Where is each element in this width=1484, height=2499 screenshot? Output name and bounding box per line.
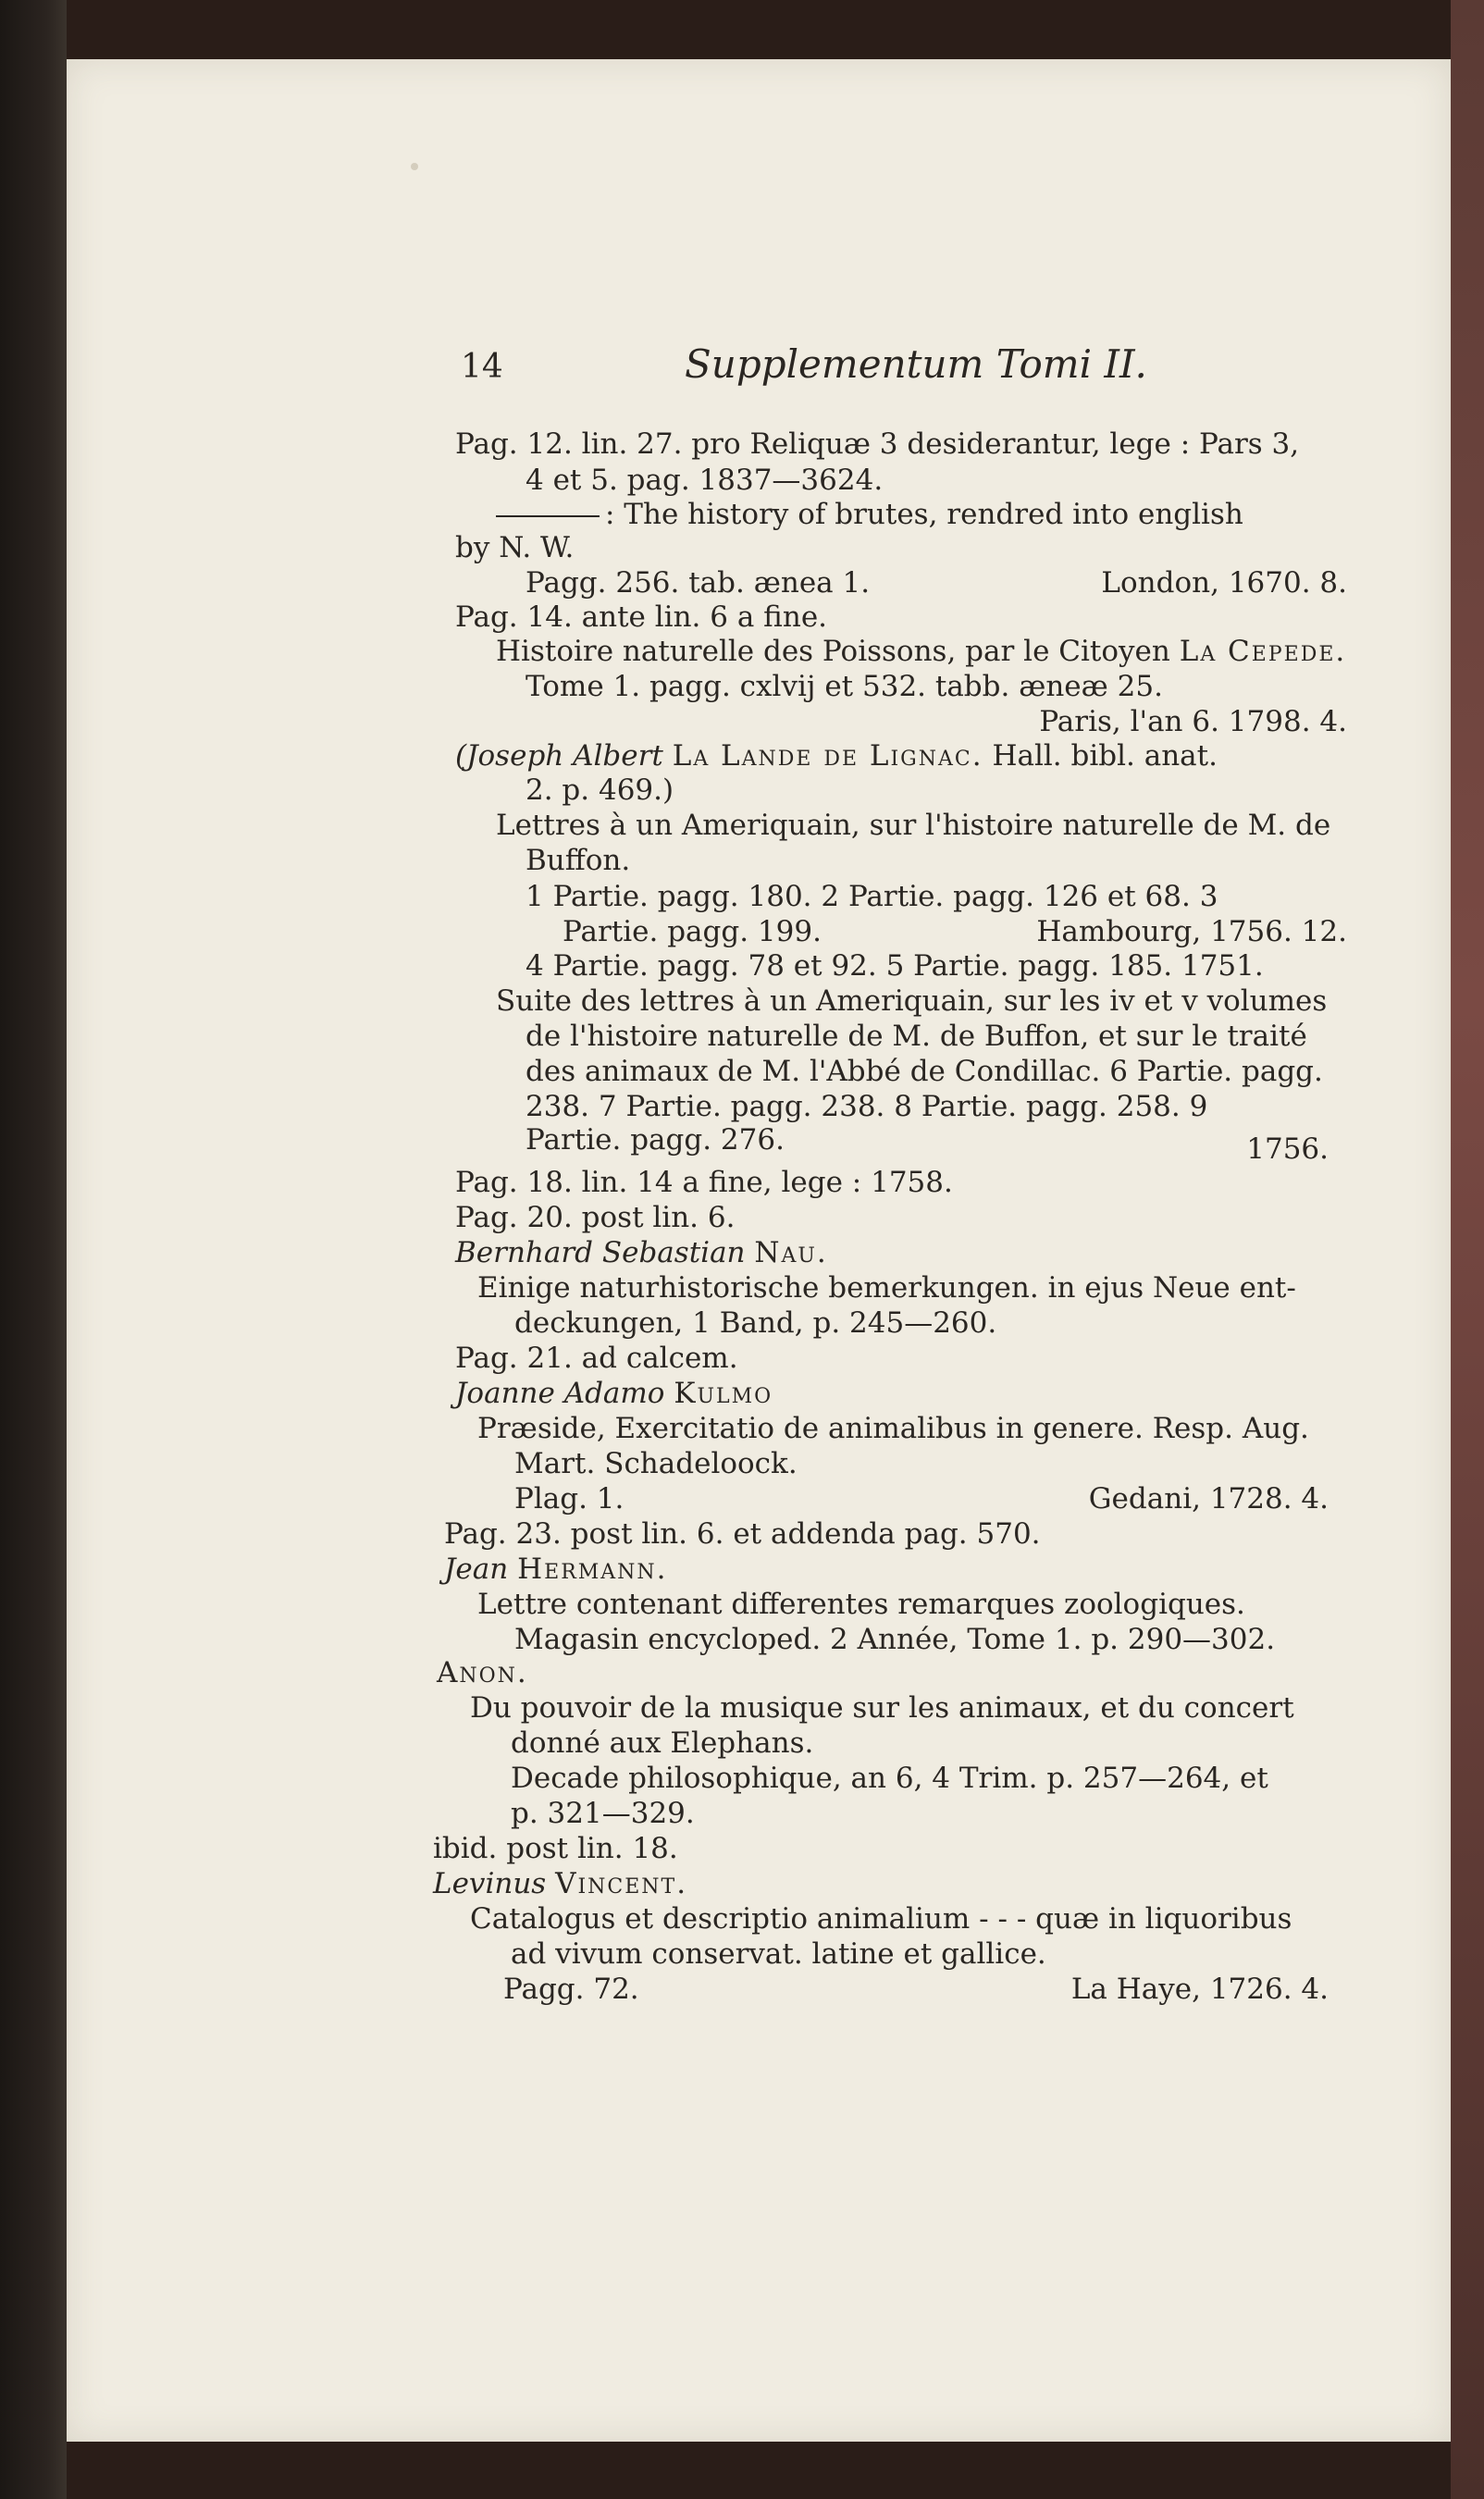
text-line: La Haye, 1726. 4.: [1070, 1973, 1329, 2006]
text-line: Gedani, 1728. 4.: [1088, 1482, 1329, 1515]
book-spine-left: [0, 0, 67, 2499]
text-line: Einige naturhistorische bemerkungen. in ejus Neue ent-: [477, 1271, 1296, 1305]
book-page: [67, 59, 1451, 2442]
text-line: 1 Partie. pagg. 180. 2 Partie. pagg. 126 et 68. 3: [526, 880, 1218, 913]
text-line: Levinus Vincent.: [433, 1867, 688, 1900]
text-line: Catalogus et descriptio animalium - - - quæ in liquoribus: [470, 1902, 1292, 1936]
running-title: Supplementum Tomi II.: [685, 341, 1147, 387]
text-line: Bernhard Sebastian Nau.: [455, 1236, 828, 1269]
text-line: ad vivum conservat. latine et gallice.: [511, 1937, 1046, 1971]
page-number: 14: [461, 348, 503, 386]
text-line: des animaux de M. l'Abbé de Condillac. 6 Partie. pagg.: [526, 1055, 1323, 1088]
text-line: Pag. 12. lin. 27. pro Reliquæ 3 desiderantur, lege : Pars 3,: [455, 427, 1300, 461]
text-line: Paris, l'an 6. 1798. 4.: [1039, 705, 1347, 738]
text-line: Du pouvoir de la musique sur les animaux, et du concert: [470, 1691, 1294, 1725]
text-line: : The history of brutes, rendred into english: [496, 498, 1243, 531]
text-line: Histoire naturelle des Poissons, par le Citoyen La Cepede.: [496, 635, 1347, 668]
book-cover-edge-right: [1451, 0, 1484, 2499]
text-line: Magasin encycloped. 2 Année, Tome 1. p. 290—302.: [514, 1623, 1276, 1656]
text-line: Hambourg, 1756. 12.: [1036, 915, 1347, 948]
text-line: Plag. 1.: [514, 1482, 625, 1515]
text-line: Pagg. 256. tab. ænea 1.: [526, 566, 871, 600]
text-line: Lettre contenant differentes remarques zoologiques.: [477, 1588, 1245, 1621]
text-line: (Joseph Albert La Lande de Lignac. Hall. bibl. anat.: [455, 739, 1218, 773]
text-line: Pag. 23. post lin. 6. et addenda pag. 570.: [444, 1517, 1041, 1551]
text-line: deckungen, 1 Band, p. 245—260.: [514, 1306, 997, 1340]
text-line: ibid. post lin. 18.: [433, 1832, 678, 1865]
text-line: London, 1670. 8.: [1101, 566, 1347, 600]
text-line: 4 Partie. pagg. 78 et 92. 5 Partie. pagg. 185. 1751.: [526, 949, 1264, 983]
text-line: Jean Hermann.: [444, 1553, 668, 1586]
text-line: Præside, Exercitatio de animalibus in genere. Resp. Aug.: [477, 1412, 1309, 1445]
text-line: Joanne Adamo Kulmo: [455, 1377, 773, 1410]
text-line: Anon.: [437, 1656, 528, 1689]
text-line: 1756.: [1246, 1132, 1329, 1166]
text-line: Partie. pagg. 199.: [563, 915, 822, 948]
text-line: Pag. 20. post lin. 6.: [455, 1201, 736, 1234]
text-line: Partie. pagg. 276.: [526, 1123, 785, 1157]
text-line: p. 321—329.: [511, 1797, 695, 1830]
text-line: Pag. 21. ad calcem.: [455, 1342, 738, 1375]
text-line: donné aux Elephans.: [511, 1726, 814, 1760]
ditto-rule: [496, 515, 600, 517]
text-line: 2. p. 469.): [526, 773, 674, 807]
text-line: Mart. Schadeloock.: [514, 1447, 798, 1480]
text-line: Lettres à un Ameriquain, sur l'histoire naturelle de M. de: [496, 809, 1331, 842]
text-line: Pag. 18. lin. 14 a fine, lege : 1758.: [455, 1166, 953, 1199]
text-line: de l'histoire naturelle de M. de Buffon, et sur le traité: [526, 1020, 1307, 1053]
text-line: Decade philosophique, an 6, 4 Trim. p. 257—264, et: [511, 1762, 1268, 1795]
page-text: [67, 59, 1451, 2442]
text-line: 238. 7 Partie. pagg. 238. 8 Partie. pagg. 258. 9: [526, 1090, 1208, 1123]
text-line: by N. W.: [455, 531, 575, 564]
text-line: Tome 1. pagg. cxlvij et 532. tabb. æneæ 25.: [526, 670, 1163, 703]
text-line: Suite des lettres à un Ameriquain, sur les iv et v volumes: [496, 984, 1328, 1018]
text-line: Pag. 14. ante lin. 6 a fine.: [455, 600, 828, 634]
text-line: Pagg. 72.: [503, 1973, 639, 2006]
text-line: 4 et 5. pag. 1837—3624.: [526, 464, 884, 497]
text-line: Buffon.: [526, 844, 631, 877]
